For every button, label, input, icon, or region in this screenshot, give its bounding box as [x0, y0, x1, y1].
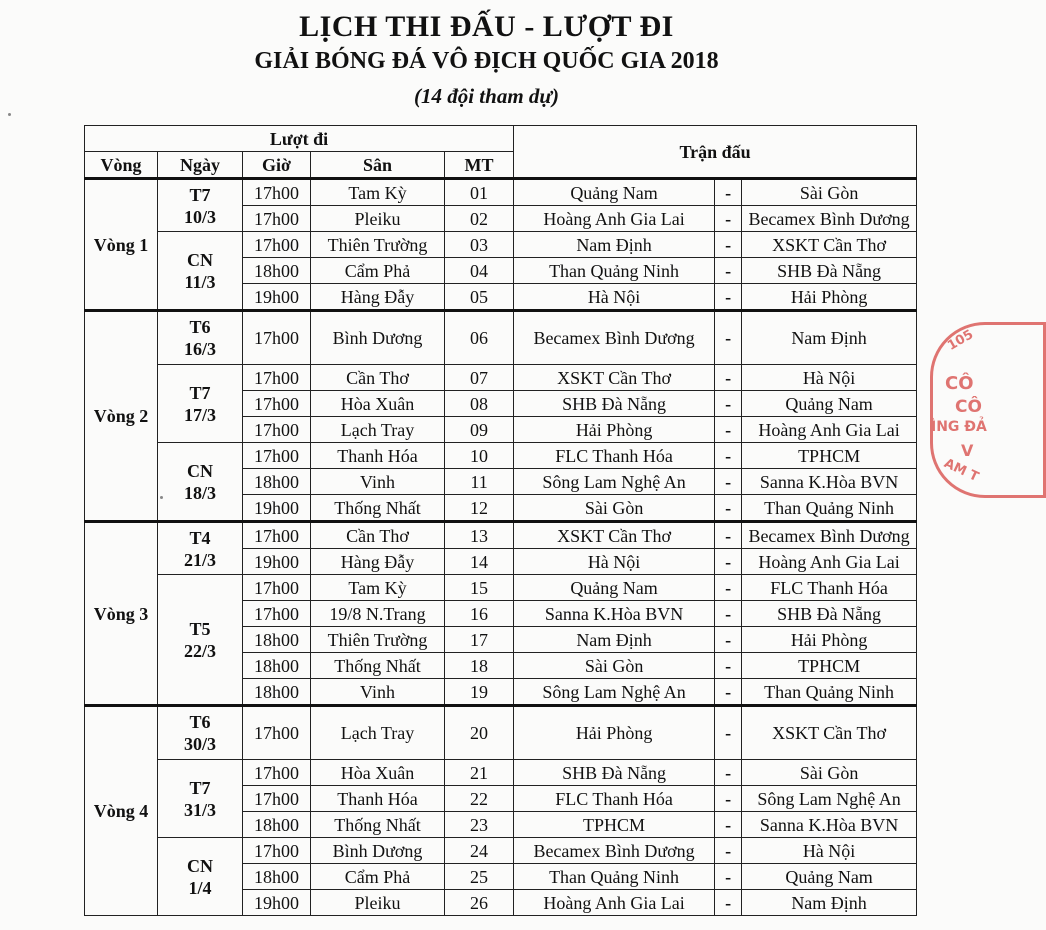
away-team-cell: Hoàng Anh Gia Lai: [742, 417, 917, 443]
time-cell: 18h00: [243, 469, 311, 495]
venue-cell: Bình Dương: [311, 838, 445, 864]
time-cell: 17h00: [243, 760, 311, 786]
date-cell: [158, 706, 243, 760]
match-no-cell: 02: [445, 206, 514, 232]
date: 17/3: [183, 404, 216, 425]
separator-cell: -: [715, 890, 742, 916]
separator-cell: -: [715, 786, 742, 812]
away-team-cell: Hải Phòng: [742, 284, 917, 311]
venue-cell: Cần Thơ: [311, 522, 445, 549]
venue-cell: Tam Kỳ: [311, 575, 445, 601]
match-no-cell: 09: [445, 417, 514, 443]
home-team-cell: Becamex Bình Dương: [514, 838, 715, 864]
venue-cell: Lạch Tray: [311, 706, 445, 760]
time-cell: 17h00: [243, 206, 311, 232]
time-cell: 19h00: [243, 495, 311, 522]
away-team-cell: FLC Thanh Hóa: [742, 575, 917, 601]
time-cell: 18h00: [243, 258, 311, 284]
separator-cell: -: [715, 258, 742, 284]
match-no-cell: 14: [445, 549, 514, 575]
time-cell: 17h00: [243, 786, 311, 812]
speck: [8, 113, 11, 116]
separator-cell: -: [715, 706, 742, 760]
match-no-cell: 01: [445, 179, 514, 206]
speck: [160, 496, 163, 499]
venue-cell: Thống Nhất: [311, 495, 445, 522]
away-team-cell: Than Quảng Ninh: [742, 679, 917, 706]
date-cell: [158, 760, 243, 838]
venue-cell: Pleiku: [311, 206, 445, 232]
date: 18/3: [183, 482, 216, 503]
home-team-cell: Sanna K.Hòa BVN: [514, 601, 715, 627]
separator-cell: -: [715, 469, 742, 495]
col-header-date: Ngày: [158, 152, 243, 179]
date-cell: [158, 838, 243, 916]
away-team-cell: Sanna K.Hòa BVN: [742, 812, 917, 838]
date-cell: [158, 232, 243, 311]
home-team-cell: Than Quảng Ninh: [514, 258, 715, 284]
away-team-cell: Hoàng Anh Gia Lai: [742, 549, 917, 575]
home-team-cell: FLC Thanh Hóa: [514, 443, 715, 469]
separator-cell: -: [715, 653, 742, 679]
stamp-fragment: AM T: [941, 456, 981, 485]
home-team-cell: SHB Đà Nẵng: [514, 391, 715, 417]
away-team-cell: Sài Gòn: [742, 179, 917, 206]
separator-cell: -: [715, 575, 742, 601]
round-cell: Vòng 4: [85, 706, 158, 916]
home-team-cell: Hải Phòng: [514, 417, 715, 443]
stamp-fragment: ÌNG ĐẢ: [931, 419, 987, 435]
away-team-cell: Nam Định: [742, 311, 917, 365]
round-cell: Vòng 2: [85, 311, 158, 522]
time-cell: 17h00: [243, 706, 311, 760]
match-row: [85, 838, 917, 864]
date-cell: [158, 522, 243, 575]
match-no-cell: 11: [445, 469, 514, 495]
time-cell: 18h00: [243, 864, 311, 890]
match-no-cell: 22: [445, 786, 514, 812]
match-no-cell: 03: [445, 232, 514, 258]
match-no-cell: 15: [445, 575, 514, 601]
venue-cell: Lạch Tray: [311, 417, 445, 443]
separator-cell: -: [715, 838, 742, 864]
venue-cell: Pleiku: [311, 890, 445, 916]
separator-cell: -: [715, 232, 742, 258]
match-no-cell: 23: [445, 812, 514, 838]
away-team-cell: XSKT Cần Thơ: [742, 706, 917, 760]
match-no-cell: 07: [445, 365, 514, 391]
venue-cell: Vinh: [311, 469, 445, 495]
match-no-cell: 18: [445, 653, 514, 679]
away-team-cell: Quảng Nam: [742, 391, 917, 417]
schedule-table: [84, 125, 917, 916]
venue-cell: Hòa Xuân: [311, 760, 445, 786]
stamp-fragment: 105: [945, 327, 977, 354]
match-row: [85, 443, 917, 469]
match-no-cell: 04: [445, 258, 514, 284]
home-team-cell: Quảng Nam: [514, 575, 715, 601]
separator-cell: -: [715, 443, 742, 469]
home-team-cell: Sài Gòn: [514, 653, 715, 679]
round-cell: Vòng 1: [85, 179, 158, 311]
match-row: [85, 522, 917, 549]
separator-cell: -: [715, 864, 742, 890]
separator-cell: -: [715, 284, 742, 311]
time-cell: 17h00: [243, 601, 311, 627]
separator-cell: -: [715, 365, 742, 391]
date-cell: [158, 443, 243, 522]
venue-cell: Thiên Trường: [311, 232, 445, 258]
match-row: [85, 232, 917, 258]
match-no-cell: 19: [445, 679, 514, 706]
weekday: T7: [189, 382, 211, 403]
away-team-cell: Sài Gòn: [742, 760, 917, 786]
date: 22/3: [183, 640, 216, 661]
time-cell: 18h00: [243, 653, 311, 679]
home-team-cell: Hà Nội: [514, 549, 715, 575]
match-row: [85, 179, 917, 206]
match-no-cell: 20: [445, 706, 514, 760]
match-no-cell: 10: [445, 443, 514, 469]
col-header-venue: Sân: [311, 152, 445, 179]
home-team-cell: Quảng Nam: [514, 179, 715, 206]
time-cell: 17h00: [243, 311, 311, 365]
weekday: T6: [189, 712, 211, 732]
match-no-cell: 13: [445, 522, 514, 549]
round-cell: Vòng 3: [85, 522, 158, 706]
match-row: [85, 365, 917, 391]
away-team-cell: XSKT Cần Thơ: [742, 232, 917, 258]
separator-cell: -: [715, 206, 742, 232]
match-row: [85, 575, 917, 601]
date: 31/3: [183, 799, 216, 820]
home-team-cell: XSKT Cần Thơ: [514, 365, 715, 391]
stamp-fragment: CÔ: [945, 373, 974, 394]
time-cell: 17h00: [243, 391, 311, 417]
teams-note: (14 đội tham dự): [413, 84, 559, 108]
weekday: T4: [189, 527, 211, 548]
match-no-cell: 21: [445, 760, 514, 786]
separator-cell: -: [715, 760, 742, 786]
venue-cell: Cần Thơ: [311, 365, 445, 391]
away-team-cell: Than Quảng Ninh: [742, 495, 917, 522]
venue-cell: Thanh Hóa: [311, 786, 445, 812]
page-subtitle: GIẢI BÓNG ĐÁ VÔ ĐỊCH QUỐC GIA 2018: [254, 48, 719, 74]
weekday: T7: [189, 777, 211, 798]
time-cell: 19h00: [243, 890, 311, 916]
home-team-cell: Hoàng Anh Gia Lai: [514, 890, 715, 916]
time-cell: 18h00: [243, 812, 311, 838]
separator-cell: -: [715, 601, 742, 627]
away-team-cell: Becamex Bình Dương: [742, 522, 917, 549]
separator-cell: -: [715, 417, 742, 443]
col-header-match-no: MT: [445, 152, 514, 179]
date: 1/4: [188, 877, 212, 898]
away-team-cell: Hà Nội: [742, 365, 917, 391]
away-team-cell: TPHCM: [742, 653, 917, 679]
time-cell: 17h00: [243, 575, 311, 601]
venue-cell: Thiên Trường: [311, 627, 445, 653]
page-title: LỊCH THI ĐẤU - LƯỢT ĐI: [299, 10, 674, 43]
away-team-cell: Nam Định: [742, 890, 917, 916]
home-team-cell: Nam Định: [514, 627, 715, 653]
venue-cell: Thống Nhất: [311, 812, 445, 838]
venue-cell: Hàng Đẫy: [311, 284, 445, 311]
home-team-cell: Hoàng Anh Gia Lai: [514, 206, 715, 232]
away-team-cell: SHB Đà Nẵng: [742, 601, 917, 627]
venue-cell: Bình Dương: [311, 311, 445, 365]
match-no-cell: 06: [445, 311, 514, 365]
separator-cell: -: [715, 549, 742, 575]
weekday: T6: [189, 317, 211, 337]
separator-cell: -: [715, 311, 742, 365]
venue-cell: Hàng Đẫy: [311, 549, 445, 575]
time-cell: 17h00: [243, 443, 311, 469]
venue-cell: Cẩm Phả: [311, 864, 445, 890]
separator-cell: -: [715, 391, 742, 417]
time-cell: 17h00: [243, 179, 311, 206]
match-no-cell: 24: [445, 838, 514, 864]
time-cell: 17h00: [243, 522, 311, 549]
venue-cell: Vinh: [311, 679, 445, 706]
time-cell: 18h00: [243, 679, 311, 706]
match-header: Trận đấu: [514, 126, 917, 179]
away-team-cell: Sông Lam Nghệ An: [742, 786, 917, 812]
venue-cell: Tam Kỳ: [311, 179, 445, 206]
stamp-fragment: CÔ: [955, 397, 982, 417]
date: 30/3: [183, 734, 216, 754]
home-team-cell: Nam Định: [514, 232, 715, 258]
away-team-cell: Hải Phòng: [742, 627, 917, 653]
home-team-cell: Than Quảng Ninh: [514, 864, 715, 890]
away-team-cell: Sanna K.Hòa BVN: [742, 469, 917, 495]
home-team-cell: TPHCM: [514, 812, 715, 838]
stamp-fragment: V: [961, 441, 974, 460]
home-team-cell: Sông Lam Nghệ An: [514, 469, 715, 495]
venue-cell: Thanh Hóa: [311, 443, 445, 469]
home-team-cell: XSKT Cần Thơ: [514, 522, 715, 549]
weekday: CN: [187, 460, 213, 481]
home-team-cell: Sông Lam Nghệ An: [514, 679, 715, 706]
match-no-cell: 17: [445, 627, 514, 653]
time-cell: 17h00: [243, 365, 311, 391]
match-no-cell: 12: [445, 495, 514, 522]
match-no-cell: 25: [445, 864, 514, 890]
away-team-cell: TPHCM: [742, 443, 917, 469]
match-no-cell: 16: [445, 601, 514, 627]
official-stamp: [930, 322, 1046, 498]
date-cell: [158, 575, 243, 706]
weekday: CN: [187, 249, 213, 270]
separator-cell: -: [715, 179, 742, 206]
home-team-cell: FLC Thanh Hóa: [514, 786, 715, 812]
separator-cell: -: [715, 495, 742, 522]
time-cell: 19h00: [243, 284, 311, 311]
separator-cell: -: [715, 522, 742, 549]
separator-cell: -: [715, 627, 742, 653]
date: 11/3: [184, 271, 216, 292]
time-cell: 17h00: [243, 838, 311, 864]
match-row: [85, 706, 917, 760]
date-cell: [158, 311, 243, 365]
venue-cell: Cẩm Phả: [311, 258, 445, 284]
match-row: [85, 311, 917, 365]
away-team-cell: Quảng Nam: [742, 864, 917, 890]
date-cell: [158, 365, 243, 443]
home-team-cell: SHB Đà Nẵng: [514, 760, 715, 786]
time-cell: 18h00: [243, 627, 311, 653]
weekday: CN: [187, 855, 213, 876]
venue-cell: Hòa Xuân: [311, 391, 445, 417]
date: 16/3: [183, 339, 216, 359]
home-team-cell: Sài Gòn: [514, 495, 715, 522]
time-cell: 17h00: [243, 232, 311, 258]
separator-cell: -: [715, 812, 742, 838]
schedule-body: [85, 126, 917, 916]
match-no-cell: 05: [445, 284, 514, 311]
time-cell: 17h00: [243, 417, 311, 443]
col-header-round: Vòng: [85, 152, 158, 179]
home-team-cell: Becamex Bình Dương: [514, 311, 715, 365]
venue-cell: 19/8 N.Trang: [311, 601, 445, 627]
match-no-cell: 26: [445, 890, 514, 916]
match-no-cell: 08: [445, 391, 514, 417]
group-header-luot-di: Lượt đi: [85, 126, 514, 152]
date: 21/3: [183, 549, 216, 570]
match-row: [85, 760, 917, 786]
separator-cell: -: [715, 679, 742, 706]
away-team-cell: SHB Đà Nẵng: [742, 258, 917, 284]
header-row-1: [85, 126, 917, 152]
away-team-cell: Becamex Bình Dương: [742, 206, 917, 232]
time-cell: 19h00: [243, 549, 311, 575]
home-team-cell: Hà Nội: [514, 284, 715, 311]
weekday: T7: [189, 184, 211, 205]
col-header-time: Giờ: [243, 152, 311, 179]
date-cell: [158, 179, 243, 232]
away-team-cell: Hà Nội: [742, 838, 917, 864]
home-team-cell: Hải Phòng: [514, 706, 715, 760]
date: 10/3: [183, 206, 216, 227]
venue-cell: Thống Nhất: [311, 653, 445, 679]
weekday: T5: [189, 618, 211, 639]
